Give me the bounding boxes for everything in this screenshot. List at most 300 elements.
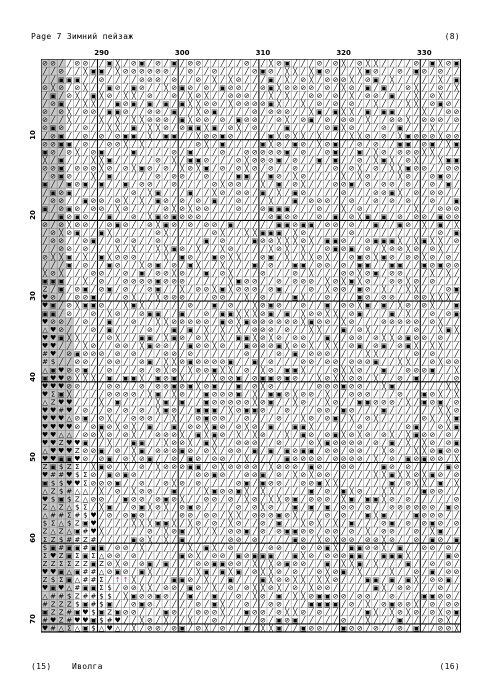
pattern-symbol: ╳ [211,285,217,294]
pattern-symbol: ╱ [236,365,242,374]
pattern-symbol: ⊘ [357,592,363,600]
pattern-symbol: ╱ [437,543,443,552]
pattern-symbol: ▣ [82,600,89,608]
pattern-symbol: ╱ [147,244,153,253]
pattern-symbol: ╱ [308,212,314,221]
pattern-symbol: ⊘ [74,221,80,229]
pattern-symbol: Z [43,528,48,536]
pattern-symbol: ╱ [332,583,338,592]
pattern-symbol: ╱ [365,446,371,455]
pattern-symbol: ╱ [373,519,379,528]
pattern-symbol: ╱ [203,502,209,511]
pattern-symbol: ╱ [50,155,56,164]
pattern-symbol: ╱ [50,107,56,116]
pattern-symbol: ╱ [413,260,419,269]
pattern-symbol: ▣ [324,592,331,600]
pattern-symbol: ╳ [429,268,435,277]
pattern-symbol: ⊘ [99,350,105,358]
pattern-symbol: ╱ [260,446,266,455]
pattern-symbol: ╳ [357,131,363,140]
pattern-symbol: ▣ [219,286,226,294]
pattern-symbol: ╱ [381,349,387,358]
pattern-symbol: ▣ [365,213,372,221]
pattern-symbol: ⊘ [171,608,177,616]
pattern-symbol: ╱ [211,155,217,164]
pattern-symbol: ▣ [276,229,283,237]
pattern-symbol: ╱ [349,422,355,431]
pattern-symbol: ♥ [58,423,64,431]
pattern-symbol: ▣ [260,552,267,560]
pattern-symbol: ⊘ [325,124,331,132]
pattern-symbol: ╱ [187,131,193,140]
pattern-symbol: ⊘ [429,391,435,399]
pattern-symbol: ⊘ [171,173,177,181]
pattern-symbol: ⊘ [268,156,274,164]
pattern-symbol: ╱ [421,357,427,366]
pattern-symbol: ╱ [284,470,290,479]
pattern-symbol: ╳ [228,268,234,277]
pattern-symbol: ⊘ [446,439,452,447]
pattern-symbol: ▣ [381,342,388,350]
pattern-symbol: ╱ [308,406,314,415]
pattern-symbol: ⊘ [429,173,435,181]
pattern-symbol: ╱ [74,406,80,415]
pattern-symbol: ▣ [155,391,162,399]
pattern-symbol: ⊘ [107,391,113,399]
pattern-symbol: ╱ [171,236,177,245]
pattern-symbol: ⊘ [155,60,161,68]
pattern-symbol: ╱ [260,414,266,423]
pattern-symbol: ╱ [131,139,137,148]
pattern-symbol: ╱ [405,325,411,334]
pattern-symbol: ⊘ [74,84,80,92]
pattern-symbol: Z [67,463,72,471]
pattern-symbol: ⊘ [147,92,153,100]
pattern-symbol: ⊘ [195,358,201,366]
pattern-symbol: ╱ [139,624,145,633]
pattern-symbol: ▣ [243,625,250,633]
pattern-symbol: ▣ [292,350,299,358]
pattern-symbol: ╱ [252,91,258,100]
pattern-symbol: ╱ [195,615,201,624]
pattern-symbol: ╱ [66,285,72,294]
pattern-symbol: ╱ [147,494,153,503]
pattern-symbol: ╱ [147,83,153,92]
pattern-symbol: ╱ [445,486,451,495]
pattern-symbol: ╱ [123,349,129,358]
pattern-symbol: ⊘ [147,181,153,189]
pattern-symbol: ▣ [211,366,218,374]
pattern-symbol: ╱ [82,422,88,431]
pattern-symbol: ⊘ [260,318,266,326]
pattern-symbol: ╱ [195,301,201,310]
pattern-symbol: ╱ [341,390,347,399]
pattern-symbol: ╱ [437,438,443,447]
pattern-symbol: ╱ [421,381,427,390]
pattern-symbol: ╳ [437,236,443,245]
pattern-symbol: ╱ [429,551,435,560]
pattern-symbol: ╱ [211,139,217,148]
pattern-symbol: ▣ [58,495,65,503]
pattern-symbol: ▣ [453,156,460,164]
pattern-symbol: ╱ [66,99,72,108]
pattern-symbol: ⊘ [195,205,201,213]
pattern-symbol: ╱ [228,414,234,423]
column-number: 320 [336,49,351,57]
pattern-symbol: ⊘ [308,625,314,633]
pattern-symbol: ╳ [324,252,330,261]
pattern-symbol: ╱ [453,244,459,253]
pattern-symbol: ╱ [421,91,427,100]
pattern-symbol: ╱ [365,309,371,318]
pattern-symbol: ╱ [66,155,72,164]
pattern-symbol: ⊘ [171,431,177,439]
pattern-symbol: $ [83,512,87,520]
pattern-symbol: ▣ [98,181,105,189]
pattern-symbol: ╱ [445,478,451,487]
pattern-symbol: ╱ [74,390,80,399]
pattern-symbol: ⊘ [300,358,306,366]
pattern-symbol: ╳ [308,341,314,350]
pattern-symbol: ╱ [139,430,145,439]
pattern-symbol: ╱ [332,333,338,342]
pattern-symbol: ╱ [131,309,137,318]
pattern-symbol: ⊘ [292,213,298,221]
pattern-symbol: ╱ [236,301,242,310]
pattern-symbol: ╱ [413,551,419,560]
pattern-symbol: ⊘ [107,165,113,173]
pattern-symbol: Z [67,600,72,608]
pattern-symbol: ╱ [155,83,161,92]
pattern-symbol: ╱ [66,236,72,245]
pattern-symbol: ╱ [332,131,338,140]
pattern-symbol: ╱ [147,446,153,455]
pattern-symbol: ╱ [195,220,201,229]
pattern-symbol: ╱ [90,83,96,92]
pattern-symbol: ⊘ [236,447,242,455]
pattern-symbol: ⊘ [413,245,419,253]
pattern-symbol: ╱ [316,511,322,520]
pattern-symbol: ▣ [365,576,372,584]
pattern-symbol: ⊘ [179,269,185,277]
pattern-symbol: ⊘ [91,447,97,455]
pattern-symbol: ╱ [308,567,314,576]
pattern-symbol: ▣ [413,423,420,431]
pattern-symbol: ▣ [453,608,460,616]
pattern-symbol: ╳ [203,430,209,439]
pattern-symbol: ╳ [373,155,379,164]
pattern-symbol: ╱ [405,567,411,576]
pattern-symbol: ╳ [405,470,411,479]
pattern-symbol: ▣ [235,568,242,576]
pattern-symbol: ╳ [260,180,266,189]
pattern-symbol: ╱ [260,543,266,552]
pattern-symbol: ╱ [437,462,443,471]
pattern-symbol: ╱ [429,381,435,390]
pattern-symbol: ▣ [235,552,242,560]
pattern-symbol: ⊘ [107,140,113,148]
pattern-symbol: ╱ [171,567,177,576]
pattern-symbol: ╱ [123,535,129,544]
pattern-symbol: ╱ [58,59,64,68]
pattern-symbol: ⊘ [147,326,153,334]
pattern-symbol: ⊘ [349,116,355,124]
pattern-symbol: ╱ [171,228,177,237]
pattern-symbol: ⊘ [421,140,427,148]
pattern-symbol: ╱ [244,212,250,221]
pattern-symbol: ▣ [397,261,404,269]
pattern-symbol: ╳ [308,236,314,245]
pattern-symbol: ▣ [82,366,89,374]
pattern-symbol: ⊘ [454,447,460,455]
pattern-symbol: ╳ [195,260,201,269]
pattern-symbol: ╱ [82,333,88,342]
pattern-symbol: ╱ [308,204,314,213]
pattern-symbol: ╱ [324,624,330,633]
pattern-symbol: ╱ [131,462,137,471]
pattern-symbol: ⊘ [268,512,274,520]
pattern-symbol: ▣ [90,584,97,592]
pattern-symbol: ⊘ [349,503,355,511]
pattern-symbol: ╱ [276,268,282,277]
pattern-symbol: ⊘ [203,100,209,108]
pattern-symbol: ⊘ [405,600,411,608]
pattern-symbol: ⊘ [58,84,64,92]
pattern-symbol: ▣ [98,423,105,431]
pattern-symbol: ╳ [365,349,371,358]
pattern-symbol: ╱ [276,365,282,374]
pattern-symbol: ╳ [437,390,443,399]
pattern-symbol: ▣ [340,382,347,390]
pattern-symbol: ▣ [106,286,113,294]
pattern-symbol: ╱ [316,486,322,495]
pattern-symbol: Z [75,495,80,503]
pattern-symbol: ▣ [106,600,113,608]
pattern-symbol: ⊘ [107,512,113,520]
pattern-symbol: ⊘ [341,76,347,84]
pattern-symbol: ⊘ [405,366,411,374]
pattern-symbol: ╱ [252,454,258,463]
pattern-symbol: ╱ [341,422,347,431]
pattern-symbol: ▣ [445,181,452,189]
pattern-symbol: ╱ [90,228,96,237]
pattern-symbol: ⊘ [195,471,201,479]
pattern-symbol: ╱ [147,236,153,245]
pattern-symbol: ⊘ [397,148,403,156]
pattern-symbol: ╱ [147,406,153,415]
pattern-symbol: ▣ [114,100,121,108]
pattern-symbol: ╱ [308,59,314,68]
pattern-symbol: ♥ [90,528,96,536]
pattern-symbol: ╱ [268,293,274,302]
pattern-symbol: ⊘ [228,84,234,92]
pattern-symbol: ╳ [373,99,379,108]
pattern-symbol: $ [91,608,95,616]
pattern-symbol: ╱ [365,559,371,568]
pattern-symbol: ╱ [82,75,88,84]
pattern-symbol: ▣ [187,156,194,164]
pattern-symbol: ╱ [341,212,347,221]
pattern-symbol: ╱ [195,188,201,197]
pattern-symbol: ╱ [90,398,96,407]
pattern-symbol: ⊘ [220,455,226,463]
pattern-symbol: ╱ [308,535,314,544]
pattern-symbol: ╱ [437,430,443,439]
pattern-symbol: ╱ [332,349,338,358]
pattern-symbol: ⊘ [268,544,274,552]
pattern-symbol: ⊘ [91,431,97,439]
pattern-symbol: ♥ [50,455,56,463]
pattern-symbol: ╱ [421,527,427,536]
pattern-symbol: ╱ [115,268,121,277]
pattern-symbol: ⊘ [252,278,258,286]
pattern-symbol: ╱ [260,123,266,132]
pattern-symbol: ╱ [429,462,435,471]
pattern-symbol: ▣ [348,552,355,560]
pattern-symbol: ╳ [429,414,435,423]
pattern-symbol: ▣ [147,423,154,431]
pattern-symbol: ⊘ [66,350,72,358]
pattern-symbol: ⊘ [74,415,80,423]
pattern-symbol: ╳ [308,268,314,277]
pattern-symbol: ╱ [74,155,80,164]
pattern-symbol: ⊘ [421,165,427,173]
pattern-symbol: ╱ [219,67,225,76]
pattern-symbol: ⊘ [74,286,80,294]
pattern-symbol: ⊘ [244,189,250,197]
pattern-symbol: ⊘ [276,245,282,253]
pattern-symbol: ╱ [405,293,411,302]
pattern-symbol: ▣ [308,116,315,124]
pattern-symbol: ⊘ [171,463,177,471]
pattern-symbol: ╱ [397,519,403,528]
pattern-symbol: ╳ [58,268,64,277]
pattern-symbol: ╱ [58,301,64,310]
pattern-symbol: ╱ [389,204,395,213]
pattern-symbol: ╱ [445,454,451,463]
pattern-symbol: ╱ [211,502,217,511]
pattern-symbol: ╱ [413,406,419,415]
pattern-symbol: ⊘ [325,245,331,253]
pattern-symbol: ╱ [115,155,121,164]
pattern-symbol: ╱ [300,406,306,415]
pattern-symbol: ╳ [284,341,290,350]
pattern-symbol: ▣ [453,197,460,205]
pattern-symbol: ╱ [187,494,193,503]
pattern-symbol: ⊘ [341,189,347,197]
pattern-symbol: ╳ [219,260,225,269]
pattern-symbol: ╱ [195,83,201,92]
pattern-symbol: ╱ [187,607,193,616]
pattern-symbol: ╳ [260,365,266,374]
pattern-symbol: ╳ [163,317,169,326]
pattern-symbol: ▣ [308,463,315,471]
pattern-symbol: ╳ [187,115,193,124]
pattern-symbol: ╱ [219,543,225,552]
pattern-symbol: ⊘ [220,269,226,277]
pattern-symbol: ╱ [421,99,427,108]
pattern-symbol: ╳ [405,438,411,447]
pattern-symbol: ⊘ [212,68,218,76]
pattern-symbol: ╱ [147,293,153,302]
pattern-symbol: ♥ [115,616,121,624]
pattern-symbol: ╱ [284,551,290,560]
pattern-symbol: ╱ [163,236,169,245]
pattern-symbol: ⊘ [123,455,129,463]
pattern-symbol: ╱ [106,349,112,358]
pattern-symbol: ╱ [58,180,64,189]
pattern-symbol: ⊘ [300,471,306,479]
pattern-symbol: ╱ [106,293,112,302]
pattern-symbol: ╱ [228,438,234,447]
pattern-symbol: ╱ [308,228,314,237]
pattern-symbol: ⊘ [349,221,355,229]
pattern-symbol: ⊘ [91,205,97,213]
pattern-symbol: ⊘ [260,326,266,334]
pattern-symbol: ╳ [357,567,363,576]
pattern-symbol: ╳ [139,583,145,592]
pattern-symbol: ╱ [179,615,185,624]
pattern-symbol: ⊘ [316,213,322,221]
pattern-symbol: ⊘ [381,399,387,407]
pattern-symbol: ╱ [445,390,451,399]
pattern-symbol: ╱ [187,567,193,576]
pattern-symbol: ╱ [115,212,121,221]
pattern-symbol: ╱ [228,325,234,334]
pattern-symbol: ⊘ [341,181,347,189]
pattern-symbol: ╱ [90,139,96,148]
pattern-symbol: ▣ [235,374,242,382]
pattern-symbol: ╱ [74,341,80,350]
pattern-symbol: ▣ [179,116,186,124]
pattern-symbol: ⊘ [365,294,371,302]
pattern-symbol: ╱ [66,83,72,92]
pattern-symbol: ╳ [421,438,427,447]
pattern-symbol: ╱ [106,196,112,205]
pattern-symbol: ╱ [349,349,355,358]
pattern-symbol: ⊘ [333,181,339,189]
pattern-symbol: # [91,592,97,600]
pattern-symbol: ╱ [397,83,403,92]
pattern-symbol: ╱ [163,155,169,164]
pattern-symbol: ╳ [171,155,177,164]
pattern-symbol: ╱ [219,212,225,221]
pattern-symbol: ╱ [171,559,177,568]
pattern-symbol: ╱ [300,615,306,624]
pattern-symbol: ⊘ [454,213,460,221]
pattern-symbol: △ [75,625,81,633]
pattern-symbol: ⊘ [413,503,419,511]
pattern-symbol: ▣ [284,148,291,156]
pattern-symbol: ╳ [324,309,330,318]
pattern-symbol: ⊘ [91,495,97,503]
pattern-symbol: ⊘ [163,165,169,173]
pattern-symbol: ╱ [139,390,145,399]
pattern-symbol: ╱ [115,494,121,503]
pattern-symbol: ⊘ [91,108,97,116]
pattern-symbol: ╳ [453,478,459,487]
pattern-symbol: ╱ [397,252,403,261]
pattern-symbol: ╱ [332,67,338,76]
pattern-symbol: ▣ [82,302,89,310]
pattern-symbol: ⊘ [171,528,177,536]
pattern-symbol: ╳ [300,252,306,261]
pattern-symbol: ⊘ [276,608,282,616]
pattern-symbol: ⊘ [284,512,290,520]
pattern-symbol: ⊘ [300,391,306,399]
pattern-symbol: ╳ [139,139,145,148]
pattern-symbol: ⊘ [50,173,56,181]
